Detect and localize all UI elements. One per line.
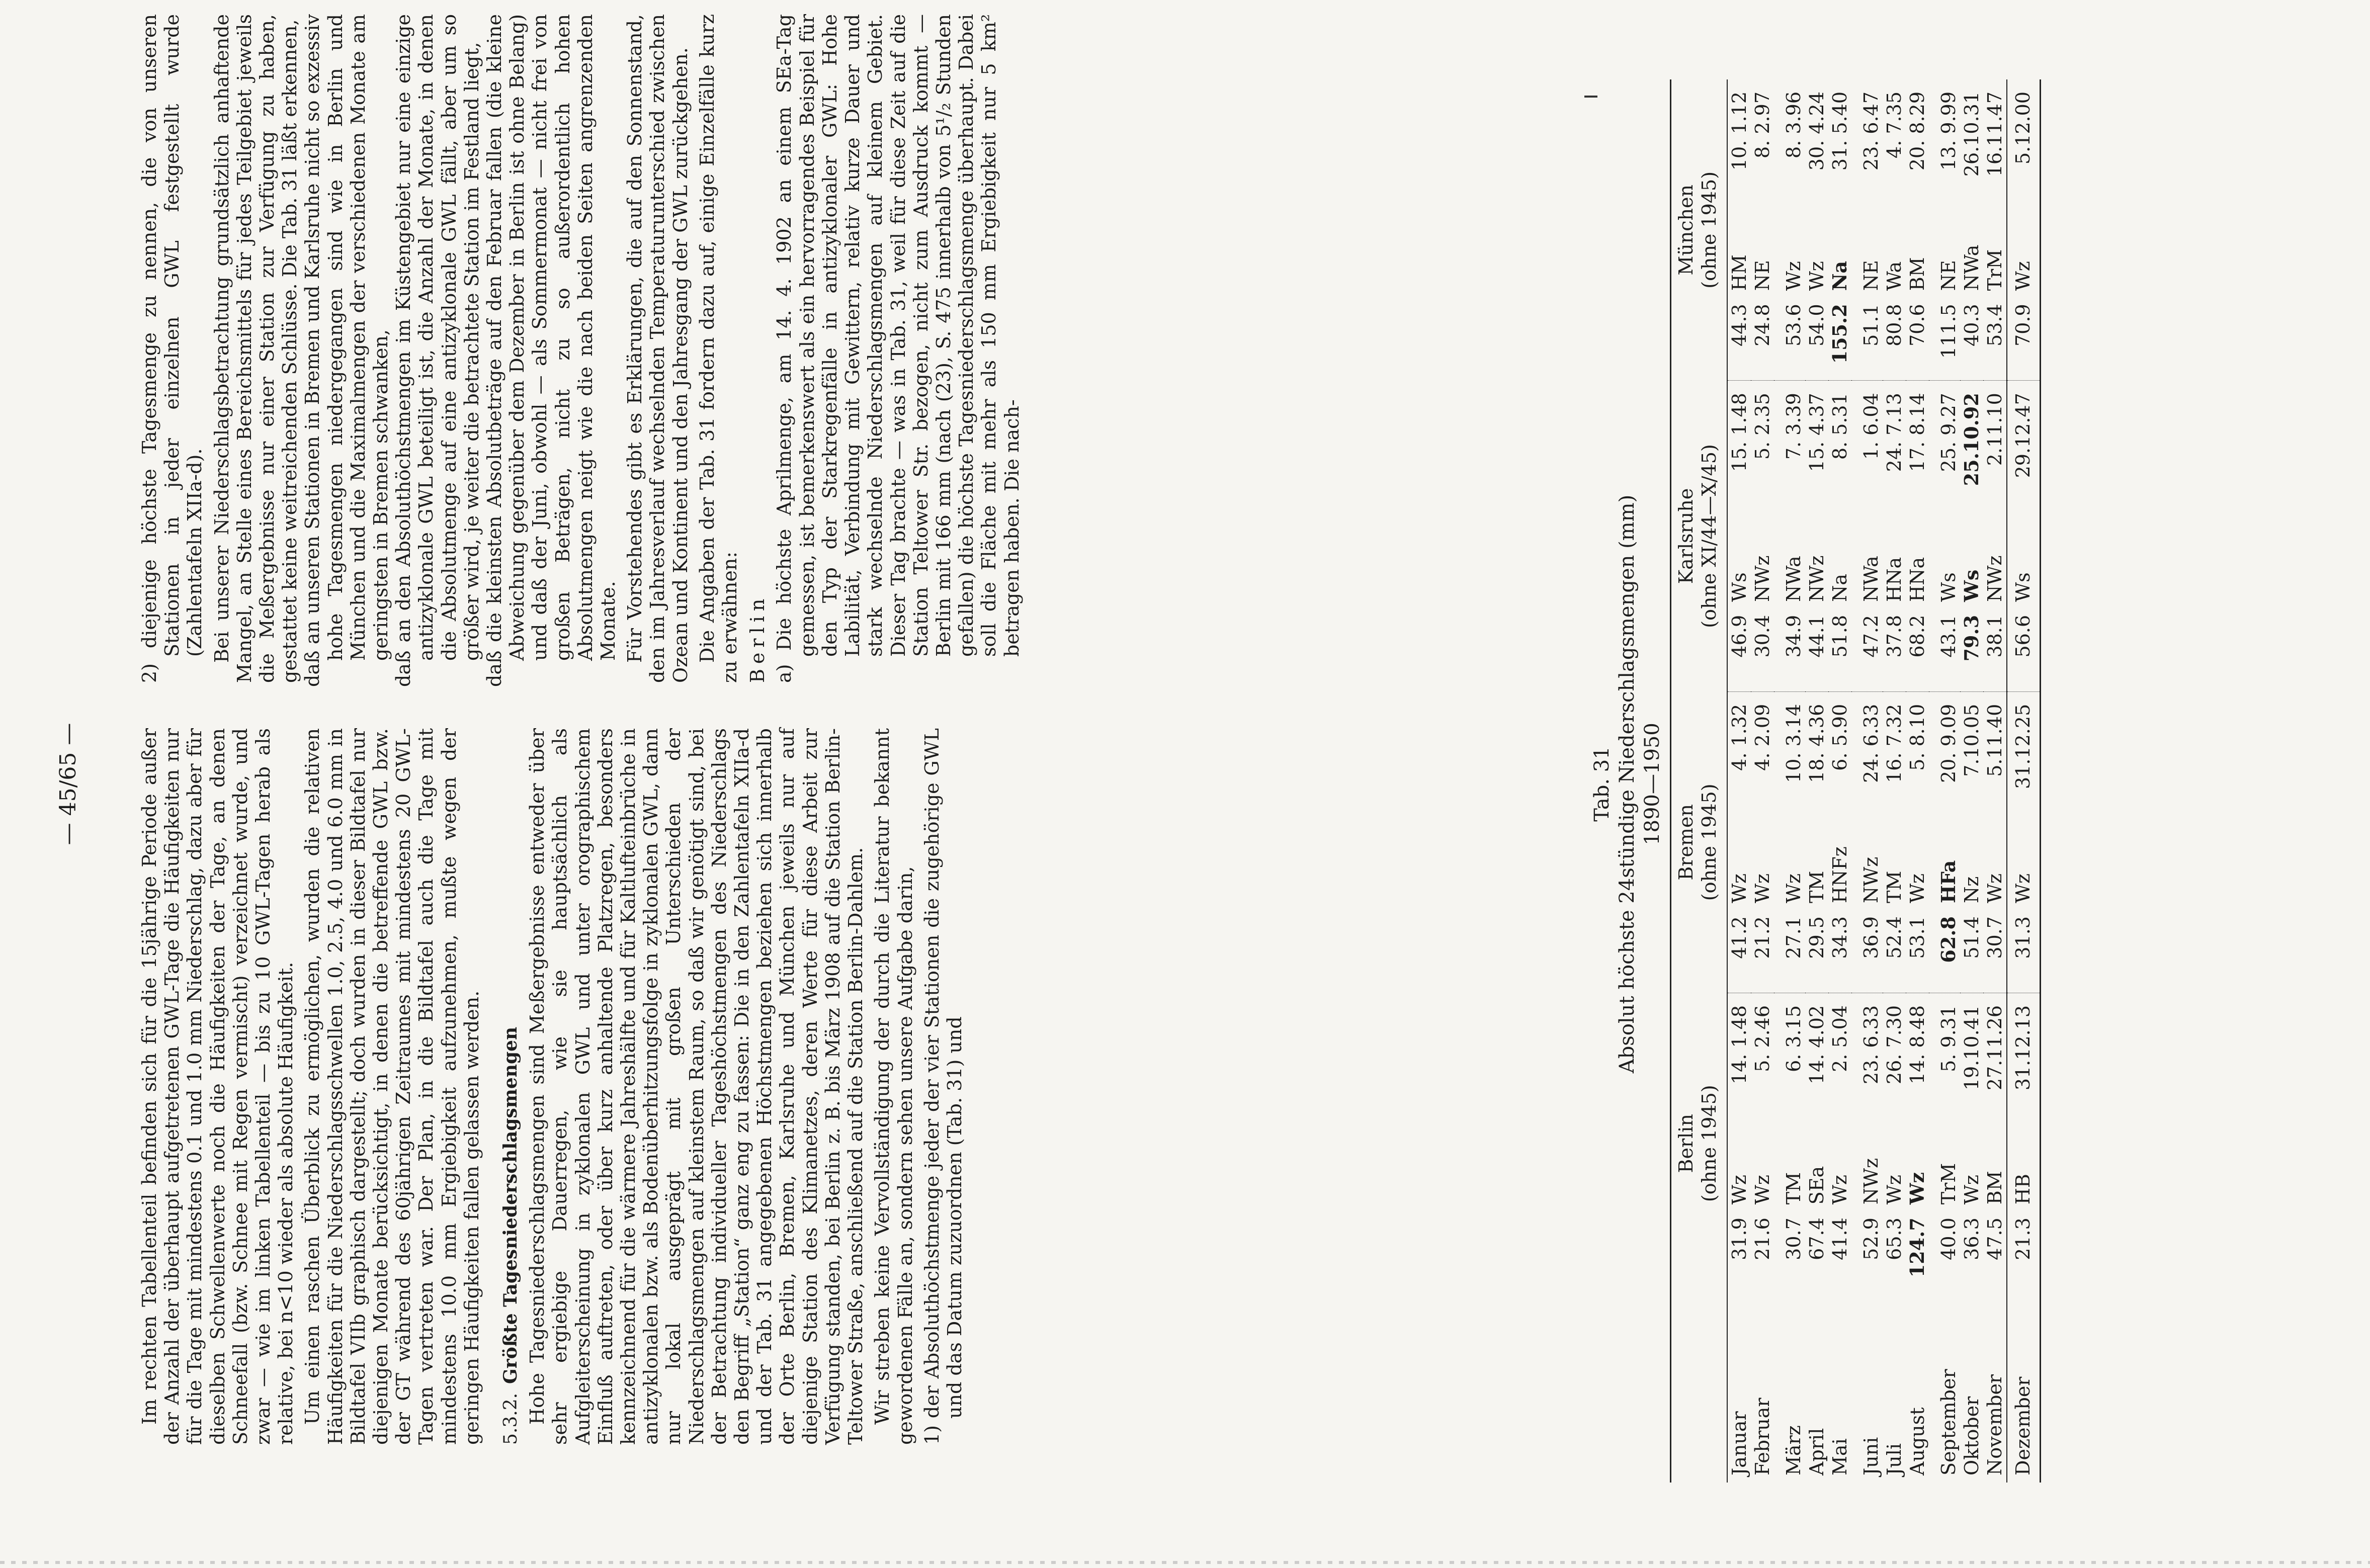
gwl-cell: Wz	[1961, 1175, 1983, 1205]
amount-cell: 47.5	[1984, 1217, 2006, 1260]
amount-cell: 30.4	[1751, 613, 1774, 691]
month-cell: Mai	[1829, 1438, 1851, 1475]
date-cell: 27.11.26	[1984, 1005, 2006, 1091]
date-cell: 18. 4.36	[1806, 704, 1828, 783]
paragraph: daß an unseren Stationen in Bremen und Karlsruhe nicht so exzessiv hohe Tagesmengen niedergegangen sind wie in Berlin und München und die Maximalmengen der verschiedenen Monate am geringsten in Bremen schwanken,	[301, 14, 392, 687]
amount-cell: 43.1	[1929, 613, 1960, 691]
gwl-cell: Ws	[2007, 511, 2041, 613]
station-header-karlsruhe	[1671, 381, 1728, 692]
amount-cell: 29.5	[1805, 914, 1828, 993]
date-cell: 7.10.05	[1961, 704, 1983, 777]
station-note: (ohne 1945)	[1698, 1085, 1720, 1202]
date-cell: 10. 1.12	[1728, 92, 1750, 171]
date-cell: 15. 4.37	[1806, 393, 1828, 472]
section-title: Größte Tagesniederschlagsmengen	[500, 1026, 522, 1384]
date-cell: 31.12.25	[2007, 691, 2041, 813]
date-cell: 8. 2.97	[1751, 92, 1773, 158]
date-cell: 17. 8.14	[1906, 393, 1928, 472]
date-cell: 24. 6.33	[1860, 704, 1882, 783]
date-cell: 23. 6.47	[1860, 92, 1882, 171]
amount-cell: 31.3	[2007, 914, 2041, 993]
amount-cell: 30.7	[1783, 1217, 1805, 1260]
gwl-cell: Wz	[1783, 261, 1805, 291]
date-cell: 20. 8.29	[1906, 92, 1928, 171]
date-cell: 5. 9.31	[1937, 1005, 1960, 1072]
precipitation-table	[1670, 79, 2041, 1483]
gwl-cell: NWa	[1783, 556, 1805, 602]
gwl-cell: Na	[1828, 260, 1851, 291]
gwl-cell: Nz	[1961, 876, 1983, 904]
gwl-cell: Wz	[2007, 813, 2041, 914]
gwl-cell: Na	[1829, 573, 1851, 602]
gwl-cell: TM	[1806, 870, 1828, 904]
page-number: — 45/65 —	[55, 723, 81, 845]
date-cell: 5. 2.35	[1751, 393, 1773, 460]
amount-cell: 40.3	[1960, 302, 1983, 380]
paragraph: Für Vorstehendes gibt es Erklärungen, die auf den Sonnenstand, den im Jahresverlauf wechselnden Temperaturunterschied zwischen Ozean und Kontinent und den Jahresgang der GWL zurückgehen.	[624, 14, 692, 683]
date-cell: 4. 7.35	[1883, 92, 1905, 158]
table-row	[1883, 79, 1906, 1483]
gwl-cell: HNa	[1906, 557, 1928, 602]
station-note: (ohne 1945)	[1698, 783, 1720, 901]
date-cell: 5. 2.46	[1751, 1005, 1773, 1072]
month-cell: Dezember	[2007, 1294, 2041, 1483]
date-cell: 15. 1.48	[1728, 393, 1750, 472]
date-cell: 4. 1.32	[1728, 704, 1750, 771]
date-cell: 5. 8.10	[1906, 704, 1928, 771]
month-cell: August	[1906, 1407, 1928, 1475]
month-header	[1671, 1294, 1728, 1483]
amount-cell: 37.8	[1883, 613, 1906, 691]
amount-cell: 111.5	[1929, 302, 1960, 380]
date-cell: 31.12.13	[2007, 993, 2041, 1114]
text-column-right	[138, 14, 1024, 687]
city-heading: Berlin	[746, 593, 769, 683]
gwl-cell: Wz	[1806, 261, 1828, 291]
date-cell: 30. 4.24	[1806, 92, 1828, 171]
amount-cell: 56.6	[2007, 613, 2041, 691]
gwl-cell: Ws	[1728, 572, 1750, 602]
date-cell: 14. 8.48	[1906, 1005, 1928, 1085]
paragraph: Um einen raschen Überblick zu ermöglichen, wurden die relativen Häufigkeiten für die Niederschlagsschwellen 1.0, 2.5, 4.0 und 6.0 mm in Bildtafel VIIb graphisch dargestellt; doch wurden in dieser Bildtafel nur diejenigen Monate berücksichtigt, in denen die betreffende GWL bzw. der GT während des 60jährigen Zeitraumes mit mindestens 20 GWL-Tagen vertreten war. Der Plan, in die Bildtafel auch die Tage mit mindestens 10.0 mm Ergiebigkeit aufzunehmen, mußte wegen der geringen Häufigkeiten fallen gelassen werden.	[301, 728, 483, 1445]
date-cell: 16. 7.32	[1883, 704, 1905, 783]
table-row	[2007, 79, 2041, 1483]
month-cell: Oktober	[1961, 1396, 1983, 1475]
amount-cell: 31.9	[1728, 1217, 1750, 1260]
date-cell: 26. 7.30	[1883, 1005, 1905, 1085]
amount-cell: 34.3	[1828, 914, 1851, 993]
gwl-cell: TrM	[1984, 249, 2006, 291]
amount-cell: 40.0	[1937, 1217, 1960, 1260]
month-cell: September	[1937, 1369, 1960, 1475]
gwl-cell: Ws	[1960, 569, 1983, 602]
amount-cell: 38.1	[1983, 613, 2007, 691]
gwl-cell: Wz	[1751, 873, 1773, 904]
amount-cell: 54.0	[1805, 302, 1828, 380]
amount-cell: 44.3	[1727, 302, 1751, 380]
amount-cell: 41.4	[1829, 1217, 1851, 1260]
list-item: 1) der Absoluthöchstmenge jeder der vier Stationen die zugehörige GWL und das Datum zuzuordnen (Tab. 31) und	[920, 728, 966, 1445]
table-row	[1906, 79, 1929, 1483]
date-cell: 6. 3.15	[1783, 1005, 1805, 1072]
amount-cell: 52.4	[1883, 914, 1906, 993]
date-cell: 5.11.40	[1984, 704, 2006, 777]
date-cell: 4. 2.09	[1751, 704, 1773, 771]
month-cell: November	[1984, 1374, 2006, 1475]
table-row	[1960, 79, 1983, 1483]
date-cell: 8. 3.96	[1783, 92, 1805, 158]
amount-cell: 53.4	[1983, 302, 2007, 380]
amount-cell: 65.3	[1883, 1217, 1905, 1260]
table-row	[1751, 79, 1774, 1483]
amount-cell: 34.9	[1774, 613, 1805, 691]
month-cell: März	[1783, 1425, 1805, 1475]
paragraph: Wir streben keine Vervollständigung der durch die Literatur bekannt gewordenen Fälle an, sondern sehen unsere Aufgabe darin,	[871, 728, 916, 1445]
list-item: 2) diejenige höchste Tagesmenge zu nennen, die von unseren Stationen in jeder einzelnen GWL festgestellt wurde (Zahlentafeln XIIa-d).	[138, 14, 206, 683]
list-item: a) Die höchste Aprilmenge, am 14. 4. 1902 an einem SEa-Tag gemessen, ist bemerkenswert als ein hervorragendes Beispiel für den Typ der Starkregenfälle in antizyklonaler GWL: Hohe Labilität, Verbindung mit Gewittern, relativ kurze Dauer und stark wechselnde Niederschlagsmengen auf kleinem Gebiet. Dieser Tag brachte — was in Tab. 31, weil für diese Zeit auf die Station Teltower Str. bezogen, nicht zum Ausdruck kommt — Berlin mit 166 mm (nach (23), S. 475 innerhalb von 5¹/₂ Stunden gefallen) die höchste Tagesniederschlagsmenge überhaupt. Dabei soll die Fläche mit mehr als 150 mm Ergiebigkeit nur 5 km² betragen haben. Die nach-	[773, 14, 1023, 683]
month-cell: Juli	[1883, 1443, 1905, 1475]
gwl-cell: SEa	[1806, 1166, 1828, 1205]
table-row	[1727, 79, 1751, 1483]
amount-cell: 80.8	[1883, 302, 1906, 380]
date-cell: 14. 1.48	[1728, 1005, 1750, 1085]
date-cell: 23. 6.33	[1860, 1005, 1882, 1085]
amount-cell: 70.9	[2007, 302, 2041, 380]
gwl-cell: Wz	[1906, 873, 1928, 904]
amount-cell: 124.7	[1906, 1217, 1928, 1278]
station-name: Bremen	[1675, 804, 1697, 881]
gwl-cell: Wz	[1728, 1175, 1750, 1205]
amount-cell: 53.1	[1906, 914, 1929, 993]
month-cell: Februar	[1751, 1398, 1773, 1475]
amount-cell: 27.1	[1774, 914, 1805, 993]
amount-cell: 41.2	[1727, 914, 1751, 993]
table-caption	[1589, 0, 1665, 1568]
station-note: (ohne XI/44—X/45)	[1698, 444, 1720, 628]
amount-cell: 24.8	[1751, 302, 1774, 380]
gwl-cell: HM	[1728, 254, 1750, 291]
paragraph: Bei unserer Niederschlagsbetrachtung grundsätzlich anhaftende Mangel, an Stelle eines Bereichsmittels für jedes Teilgebiet jeweils die Meßergebnisse nur einer Station zur Verfügung zu haben, gestattet keine weitreichenden Schlüsse. Die Tab. 31 läßt erkennen,	[210, 14, 301, 683]
gwl-cell: Wz	[2007, 200, 2041, 302]
date-cell: 20. 9.09	[1937, 704, 1960, 783]
amount-cell: 51.8	[1828, 613, 1851, 691]
date-cell: 8. 5.31	[1829, 393, 1851, 460]
amount-cell: 36.9	[1851, 914, 1883, 993]
date-cell: 13. 9.99	[1937, 92, 1960, 171]
gwl-cell: NWz	[1751, 555, 1773, 602]
gwl-cell: NE	[1751, 260, 1773, 291]
gwl-cell: HNa	[1883, 557, 1905, 602]
amount-cell: 52.9	[1860, 1217, 1882, 1260]
gwl-cell: HFa	[1937, 860, 1960, 904]
date-cell: 26.10.31	[1961, 92, 1983, 177]
station-note: (ohne 1945)	[1698, 171, 1720, 289]
gwl-cell: TrM	[1937, 1163, 1960, 1205]
station-header-muenchen	[1671, 79, 1728, 381]
gwl-cell: Wz	[1751, 1175, 1773, 1205]
gwl-cell: NE	[1937, 260, 1960, 291]
table-body	[1727, 79, 2041, 1483]
amount-cell: 21.6	[1751, 1217, 1773, 1260]
gwl-cell: HNFz	[1829, 846, 1851, 904]
gwl-cell: Wz	[1728, 873, 1750, 904]
amount-cell: 68.2	[1906, 613, 1929, 691]
paragraph: Die Angaben der Tab. 31 fordern dazu auf, einige Einzelfälle kurz zu erwähnen:	[696, 14, 741, 683]
gwl-cell: Wa	[1883, 261, 1905, 291]
amount-cell: 46.9	[1727, 613, 1751, 691]
table-row	[1805, 79, 1828, 1483]
gwl-cell: TM	[1883, 870, 1905, 904]
amount-cell: 155.2	[1828, 302, 1851, 380]
table-row	[1828, 79, 1851, 1483]
paragraph: Hohe Tagesniederschlagsmengen sind Meßergebnisse entweder über sehr ergiebige Dauerregen, wie sie hauptsächlich als Aufgleiterscheinung in zyklonalen GWL und unter orographischem Einfluß auftreten, oder über kurz anhaltende Platzregen, besonders kennzeichnend für die wärmere Jahreshälfte und für Kaltlufteinbrüche in antizyklonalen bzw. als Bodenüberhitzungsfolge in zyklonalen GWL, dann nur lokal ausgeprägt mit großen Unterschieden der Niederschlagsmengen auf kleinstem Raum, so daß wir genötigt sind, bei der Betrachtung individueller Tageshöchstmengen des Niederschlags den Begriff „Station“ ganz eng zu fassen: Die in den Zahlentafeln XIIa-d und der Tab. 31 angegebenen Höchstmengen beziehen sich innerhalb der Orte Berlin, Bremen, Karlsruhe und München jeweils nur auf diejenige Station des Klimanetzes, deren Werte für diese Arbeit zur Verfügung standen, bei Berlin z. B. bis März 1908 auf die Station Berlin-Teltower Straße, anschließend auf die Station Berlin-Dahlem.	[526, 728, 867, 1445]
station-name: Berlin	[1675, 1114, 1697, 1173]
amount-cell: 79.3	[1960, 613, 1983, 691]
date-cell: 25. 9.27	[1937, 393, 1960, 472]
month-cell: Januar	[1728, 1411, 1750, 1475]
table-row	[1983, 79, 2007, 1483]
gwl-cell: TM	[1783, 1172, 1805, 1205]
gwl-cell: NWz	[1806, 555, 1828, 602]
date-cell: 2.11.10	[1984, 393, 2006, 466]
date-cell: 6. 5.90	[1829, 704, 1851, 771]
amount-cell: 47.2	[1851, 613, 1883, 691]
date-cell: 7. 3.39	[1783, 393, 1805, 460]
station-header-bremen	[1671, 691, 1728, 993]
date-cell: 16.11.47	[1984, 92, 2006, 177]
month-cell: Juni	[1860, 1437, 1882, 1475]
amount-cell: 30.7	[1983, 914, 2007, 993]
gwl-cell: NWz	[1984, 555, 2006, 602]
date-cell: 14. 4.02	[1806, 1005, 1828, 1085]
gwl-cell: NWz	[1860, 856, 1882, 904]
table-title: Absolut höchste 24stündige Niederschlagsmengen (mm)	[1616, 494, 1639, 1074]
gwl-cell: NWz	[1860, 1158, 1882, 1205]
amount-cell: 21.2	[1751, 914, 1774, 993]
station-name: Karlsruhe	[1675, 488, 1697, 584]
amount-cell: 21.3	[2007, 1215, 2041, 1294]
table-header-row	[1671, 79, 1728, 1483]
table-row	[1929, 79, 1960, 1483]
text-column-left	[138, 728, 966, 1445]
gwl-cell: Wz	[1783, 873, 1805, 904]
gwl-cell: Ws	[1937, 572, 1960, 602]
gwl-cell: Wz	[1883, 1175, 1905, 1205]
date-cell: 10. 3.14	[1783, 704, 1805, 783]
amount-cell: 51.4	[1960, 914, 1983, 993]
date-cell: 5.12.00	[2007, 79, 2041, 200]
section-number: 5.3.2.	[500, 1392, 522, 1445]
station-header-berlin	[1671, 993, 1728, 1294]
table-period: 1890—1950	[1641, 723, 1664, 845]
table-row	[1774, 79, 1805, 1483]
gwl-cell: Wz	[1829, 1175, 1851, 1205]
table-row	[1851, 79, 1883, 1483]
amount-cell: 62.8	[1929, 914, 1960, 993]
date-cell: 25.10.92	[1960, 393, 1983, 486]
paragraph: Im rechten Tabellenteil befinden sich für die 15jährige Periode außer der Anzahl der überhaupt aufgetretenen GWL-Tage die Häufigkeiten nur für die Tage mit mindestens 0.1 und 1.0 mm Niederschlag, dazu aber für dieselben Schwellenwerte noch die Häufigkeiten der Tage, an denen Schneefall (bzw. Schnee mit Regen vermischt) verzeichnet wurde, und zwar — wie im linken Tabellenteil — bis zu 10 GWL-Tagen herab als relative, bei n<10 wieder als absolute Häufigkeit.	[138, 728, 297, 1445]
amount-cell: 36.3	[1961, 1217, 1983, 1260]
gwl-cell: Wz	[1906, 1172, 1928, 1205]
month-cell: April	[1806, 1428, 1828, 1475]
date-cell: 1. 6.04	[1860, 393, 1882, 460]
table-label: Tab. 31	[1590, 746, 1614, 822]
station-name: München	[1675, 185, 1697, 276]
date-cell: 29.12.47	[2007, 381, 2041, 511]
gwl-cell: BM	[1906, 257, 1928, 291]
amount-cell: 67.4	[1806, 1217, 1828, 1260]
gwl-cell: BM	[1984, 1171, 2006, 1205]
date-cell: 24. 7.13	[1883, 393, 1905, 472]
gwl-cell: NE	[1860, 260, 1882, 291]
gwl-cell: NWa	[1961, 244, 1983, 291]
amount-cell: 51.1	[1851, 302, 1883, 380]
date-cell: 31. 5.40	[1829, 92, 1851, 171]
paragraph: daß die kleinsten Absolutbeträge auf den Februar fallen (die kleine Abweichung gegenüber dem Dezember in Berlin ist ohne Belang) und daß der Juni, obwohl — als Sommermonat — nicht frei von großen Beträgen, nicht zu so außerordentlich hohen Absolutmengen neigt wie die nach beiden Seiten angrenzenden Monate.	[483, 14, 620, 687]
amount-cell: 70.6	[1906, 302, 1929, 380]
amount-cell: 44.1	[1805, 613, 1828, 691]
amount-cell: 53.6	[1774, 302, 1805, 380]
date-cell: 2. 5.04	[1829, 1005, 1851, 1072]
paragraph: daß an den Absoluthöchstmengen im Küstengebiet nur eine einzige antizyklonale GWL beteiligt ist, die Anzahl der Monate, in denen die Absolutmenge auf eine antizyklonale GWL fällt, aber um so größer wird, je weiter die betrachtete Station im Festland liegt,	[392, 14, 483, 687]
gwl-cell: Wz	[1984, 873, 2006, 904]
gwl-cell: HB	[2007, 1114, 2041, 1215]
date-cell: 19.10.41	[1961, 1005, 1983, 1091]
gwl-cell: NWa	[1860, 556, 1882, 602]
section-heading	[499, 728, 522, 1445]
